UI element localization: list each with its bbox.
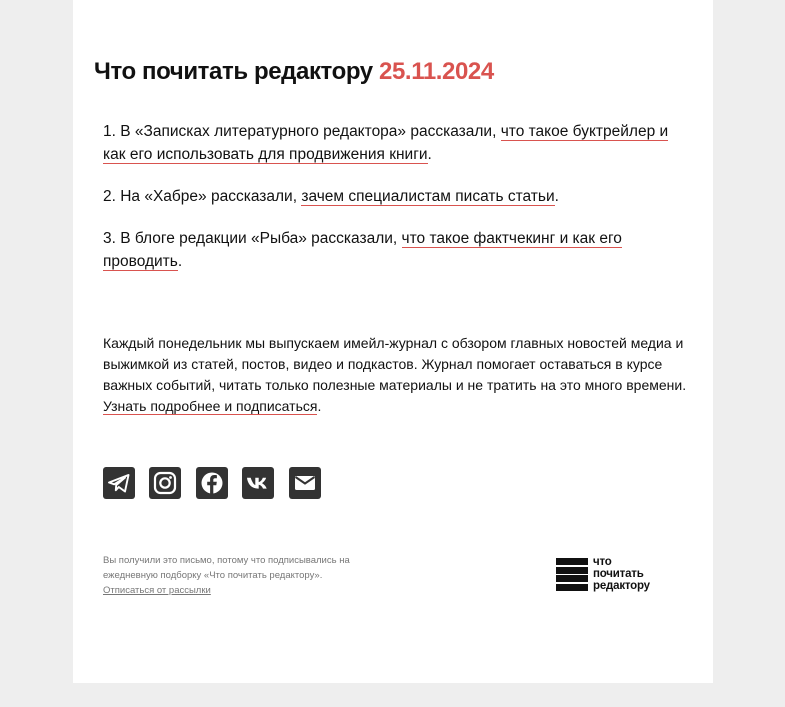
logo-line: редактору bbox=[593, 580, 650, 592]
email-icon[interactable] bbox=[289, 467, 321, 499]
article-link[interactable]: что такое фактчекинг и как его проводить bbox=[103, 230, 622, 270]
article-link[interactable]: что такое буктрейлер и как его использовать для продвижения книги bbox=[103, 123, 669, 163]
vk-icon[interactable] bbox=[242, 467, 274, 499]
brand-logo[interactable] bbox=[556, 557, 686, 593]
item-suffix: . bbox=[554, 188, 559, 205]
about-text: Каждый понедельник мы выпускаем имейл-журнал с обзором главных новостей медиа и выжимкой из статей, постов, видео и подкастов. Журнал помогает оставаться в курсе важных событий, читать только полезные материалы и не тратить на это много времени. bbox=[103, 335, 687, 393]
social-links bbox=[103, 467, 331, 500]
list-item bbox=[103, 185, 683, 208]
list-item bbox=[103, 120, 683, 166]
instagram-icon[interactable] bbox=[149, 467, 181, 499]
article-link[interactable]: зачем специалистам писать статьи bbox=[301, 188, 555, 205]
logo-line: почитать bbox=[593, 568, 644, 580]
issue-date: 25.11.2024 bbox=[379, 58, 494, 85]
logo-wordmark bbox=[593, 556, 650, 592]
title-text: Что почитать редактору bbox=[94, 58, 373, 85]
subscribe-link[interactable]: Узнать подробнее и подписаться bbox=[103, 398, 318, 414]
logo-line: что bbox=[593, 556, 612, 568]
unsubscribe-link[interactable]: Отписаться от рассылки bbox=[103, 585, 211, 596]
telegram-icon[interactable] bbox=[103, 467, 135, 499]
item-suffix: . bbox=[427, 146, 432, 163]
item-text: 2. На «Хабре» рассказали, bbox=[103, 188, 302, 205]
list-item bbox=[103, 227, 683, 273]
item-text: 3. В блоге редакции «Рыба» рассказали, bbox=[103, 230, 402, 247]
footer-notice bbox=[103, 553, 393, 598]
logo-bars-icon bbox=[556, 558, 588, 592]
about-paragraph bbox=[103, 333, 688, 417]
facebook-icon[interactable] bbox=[196, 467, 228, 499]
article-list bbox=[103, 120, 683, 292]
footer-text: Вы получили это письмо, потому что подписывались на ежедневную подборку «Что почитать редактору». bbox=[103, 555, 350, 581]
about-suffix: . bbox=[317, 398, 322, 414]
page-title bbox=[94, 58, 494, 86]
item-suffix: . bbox=[177, 253, 183, 270]
item-text: 1. В «Записках литературного редактора» рассказали, bbox=[103, 123, 501, 140]
newsletter-card bbox=[73, 0, 713, 683]
